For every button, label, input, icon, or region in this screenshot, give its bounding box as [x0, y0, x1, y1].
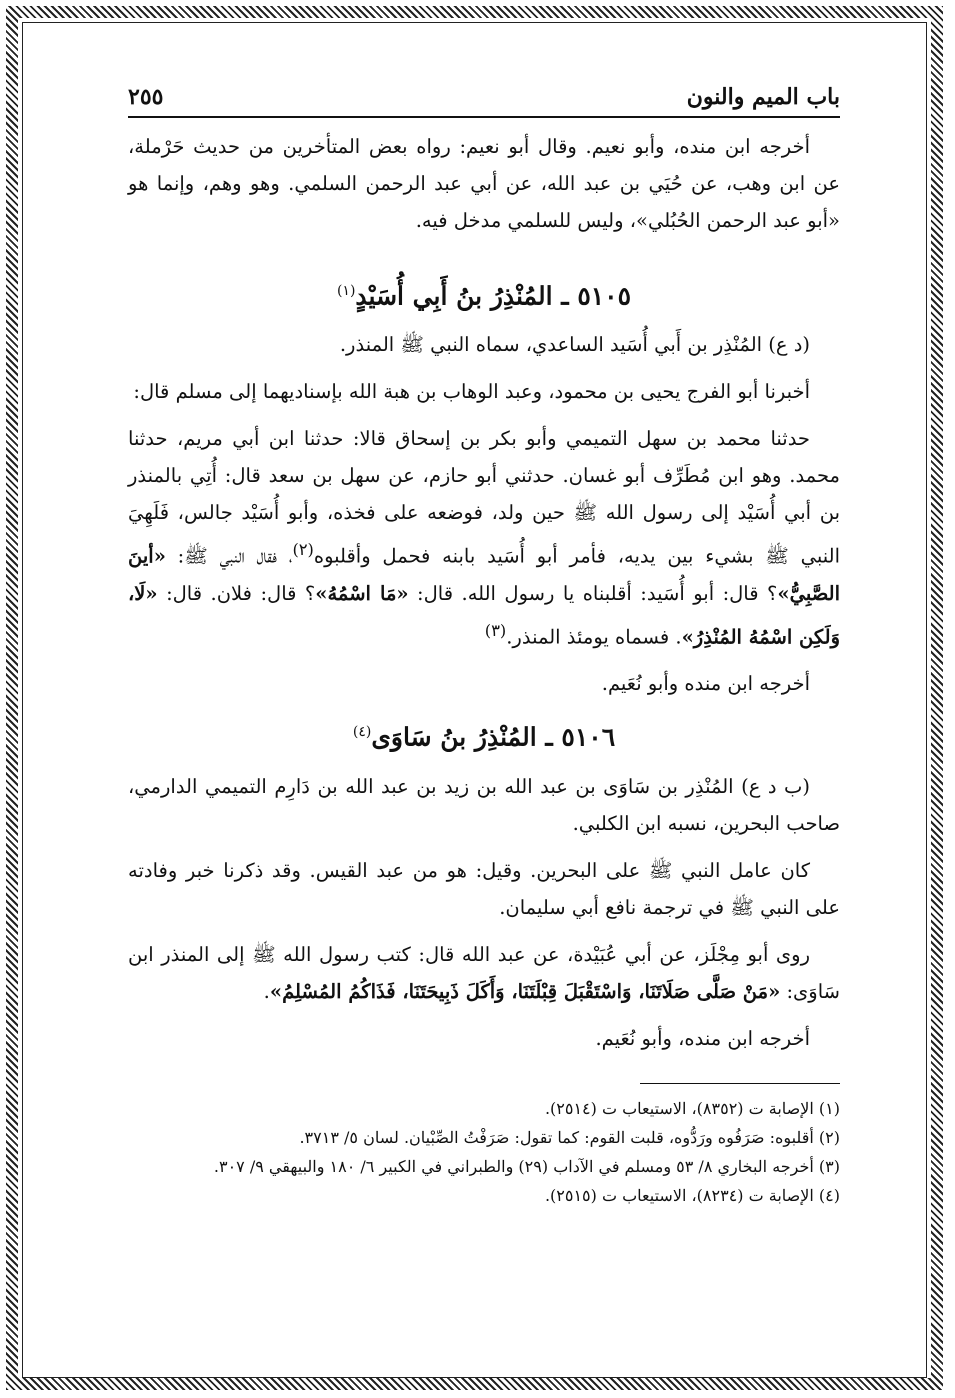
- footnote-marker: (٢): [292, 540, 314, 560]
- text-run: ؟ قال: أبو أُسَيد: أقلبناه يا رسول الله. قال:: [408, 581, 778, 605]
- chapter-title: باب الميم والنون: [686, 84, 840, 110]
- prophetic-quote: «مَا اسْمُهُ»: [315, 581, 409, 605]
- prophetic-quote: «أينَ الصَّبِيُّ»: [128, 544, 840, 605]
- footnote: (٣) أخرجه البخاري ٨/ ٥٣ ومسلم في الآداب (٢٩) والطبراني في الكبير ٦/ ١٨٠ والبيهقي ٩/ ٣٠٧.: [213, 1156, 840, 1176]
- entry-title-5106: [128, 712, 840, 757]
- footnote-marker: (٤): [352, 724, 372, 741]
- text-run: . فسماه يومئذ المنذر.: [506, 625, 682, 649]
- entry-heading: ٥١٠٦ ـ المُنْذِرُ بنُ سَاوَى: [371, 722, 616, 752]
- text-run: حدثنا محمد بن سهل التميمي وأبو بكر بن إسحاق قالا: حدثنا ابن أبي مريم، حدثنا محمد. وهو ابن مُطَرِّف أبو غسان. حدثني أبو حازم، عن سهل بن سعد قال: أُتِي بالمنذر بن أبي أُسَيْد إلى رسول الله ﷺ حين ولد، فوضعه على فخذه، وأبو أُسَيْد جالس، فَلَهِيَ النبي ﷺ بشيء بين يديه، فأمر أبو أُسَيد بابنه فحمل وأقلبوه: [128, 427, 841, 568]
- footnote-marker: (١): [336, 283, 356, 299]
- paragraph: كان عامل النبي ﷺ على البحرين. وقيل: هو من عبد القيس. وقد ذكرنا خبر وفادته على النبي ﷺ في ترجمة نافع أبي سليمان.: [128, 858, 840, 919]
- footnote: (٤) الإصابة ت (٨٢٣٤)، الاستيعاب ت (٢٥١٥).: [544, 1185, 840, 1205]
- paragraph: أخرجه ابن منده، وأبو نعيم. وقال أبو نعيم: رواه بعض المتأخرين من حديث حَرْملة، عن ابن وهب، عن حُيَي بن عبد الله، عن أبي عبد الرحمن السلمي. وهو وهم، وإنما هو «أبو عبد الرحمن الحُبُلي»، وليس للسلمي مدخل فيه.: [128, 135, 840, 232]
- footnote-marker: (٣): [484, 620, 507, 640]
- text-run: .: [263, 979, 270, 1003]
- text-run: روى أبو مِجْلَز، عن أبي عُبَيْدة، عن عبد الله قال: كتب رسول الله ﷺ إلى المنذر ابن سَاوَى:: [128, 942, 840, 1003]
- footnote: (٢) أقلبوه: صَرَفُوه ورَدُّوه، قلبت القوم: كما تقول: صَرَفْتُ الصِّبْيان. لسان ٥/ ٣٧١٣.: [299, 1127, 840, 1147]
- paragraph: (ب د ع) المُنْذِر بن سَاوَى بن عبد الله بن زيد بن عبد الله بن دَارِم التميمي الدارمي، صاحب البحرين، نسبه ابن الكلبي.: [128, 774, 840, 835]
- text-run: ، فقال النبي ﷺ:: [165, 544, 293, 568]
- paragraph: أخبرنا أبو الفرج يحيى بن محمود، وعبد الوهاب بن هبة الله بإسناديهما إلى مسلم قال:: [133, 380, 810, 404]
- prophetic-quote: «مَنْ صَلَّى صَلَاتَنَا، وَاسْتَقْبَلَ قِبْلَتَنَا، وَأَكَلَ ذَبِيحَتَنَا، فَذَاكُمُ المُسْلِمُ»: [269, 979, 781, 1003]
- prophetic-quote: «لَا، وَلَكِن اسْمُهُ المُنْذِرُ»: [128, 581, 840, 649]
- footnote-separator: [640, 1083, 840, 1084]
- hadith-paragraph: [128, 936, 840, 1010]
- footnote: (١) الإصابة ت (٨٣٥٢)، الاستيعاب ت (٢٥١٤).: [544, 1098, 840, 1118]
- entry-title-5105: [128, 271, 840, 316]
- paragraph: (د ع) المُنْذِر بن أَبي أُسَيد الساعدي، سماه النبي ﷺ المنذر.: [339, 333, 810, 357]
- footnotes: [128, 1094, 840, 1210]
- paragraph: أخرجه ابن منده، وأبو نُعَيم.: [595, 1026, 810, 1050]
- hadith-paragraph: [128, 420, 840, 655]
- running-header: [128, 84, 840, 118]
- paragraph: أخرجه ابن منده وأبو نُعَيم.: [601, 672, 810, 696]
- page-body: [128, 84, 840, 1210]
- entry-heading: ٥١٠٥ ـ المُنْذِرُ بنُ أَبِي أُسَيْدٍ: [355, 281, 632, 311]
- text-run: ؟ قال: فلان. قال:: [157, 581, 316, 605]
- page-number: ٢٥٥: [128, 84, 164, 110]
